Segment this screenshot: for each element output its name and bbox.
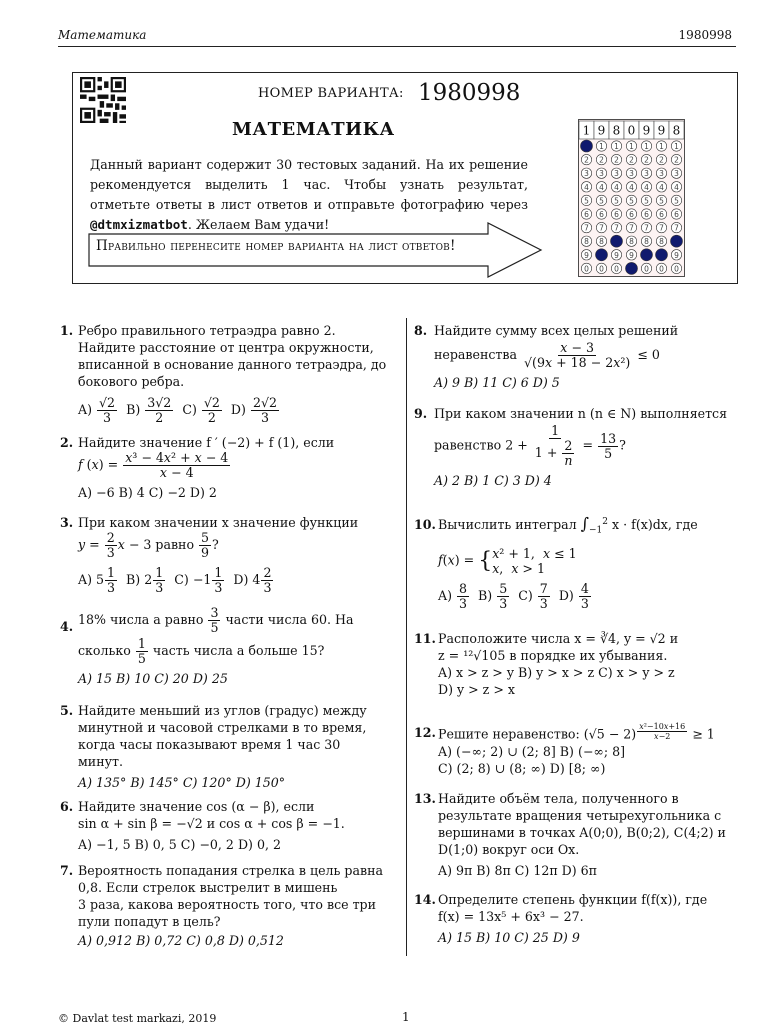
bubble-label: 2 [674, 155, 679, 165]
bubble-label: 6 [659, 210, 664, 219]
bubble-label: 5 [644, 196, 649, 206]
bubble-label: 5 [584, 196, 589, 206]
variant-label: НОМЕР ВАРИАНТА: [258, 86, 404, 101]
bubble-label: 6 [644, 210, 649, 219]
bubble-label: 4 [644, 182, 649, 192]
bubble-label: 3 [659, 169, 664, 179]
bubble-label: 1 [644, 142, 649, 151]
question-7: 7. Вероятность попадания стрелка в цель равна 0,8. Если стрелок выстрелит в мишень 3 раза, какова вероятность того, что все три пули попадут в цель? A) 0,912 B) 0,72 C) 0,8 D) 0,512 [60, 863, 383, 948]
bubble-label: 5 [599, 196, 604, 206]
bubble-label: 2 [584, 155, 589, 165]
bubble-label: 7 [659, 223, 664, 233]
bubble-label: 6 [674, 210, 679, 219]
bubble-label: 5 [614, 196, 619, 206]
bubble-label: 7 [614, 223, 619, 233]
bubble-label: 5 [629, 196, 634, 206]
bubble-label: 2 [659, 155, 664, 165]
question-2: 2. Найдите значение f ′ (−2) + f (1), если f (x) = $\frac{\text{x³ − 4x² + x − 4}}{x - 4}$ A) −6 B) 4 C) −2 D) 2 [60, 435, 335, 500]
bubble-filled[interactable] [581, 140, 593, 152]
digit-label: 9 [642, 123, 651, 138]
bubble-label: 3 [644, 169, 649, 179]
bubble-label: 9 [584, 250, 589, 260]
bubble-label: 0 [674, 264, 679, 274]
bubble-label: 6 [629, 210, 634, 219]
subject-title: МАТЕМАТИКА [232, 119, 395, 140]
question-4: 4. 18% числа a равно $\frac{3}{5}$ части числа 60. На сколько $\frac{1}{5}$ часть числа a больше 15? A) 15 B) 10 C) 20 D) 25 [60, 605, 354, 686]
bubble-label: 4 [659, 182, 664, 192]
bubble-filled[interactable] [611, 235, 623, 247]
bubble-label: 0 [584, 264, 589, 274]
bubble-label: 0 [614, 264, 619, 274]
bubble-label: 6 [599, 210, 604, 219]
question-14: 14. Определите степень функции f(f(x)), где f(x) = 13x⁵ + 6x³ − 27. A) 15 B) 10 C) 25 D) 9 [414, 892, 708, 945]
bubble-label: 9 [629, 250, 634, 260]
bubble-label: 1 [599, 142, 604, 151]
bubble-label: 4 [674, 182, 679, 192]
bubble-label: 4 [599, 182, 604, 192]
bubble-filled[interactable] [656, 249, 668, 261]
bubble-label: 3 [629, 169, 634, 179]
arrow-text: Правильно перенесите номер варианта на лист ответов! [96, 238, 456, 254]
digit-label: 9 [597, 123, 606, 138]
question-10: 10. Вычислить интеграл $\int_{-1}^2$ x · f(x)dx, где f(x) = {x² + 1, x ≤ 1 x, x > 1 A) $\frac{8}{3}$ B) $\frac{5}{3}$ C) $\frac{7}{3}$ D) $\frac{4}{3}$ [414, 514, 698, 611]
bubble-label: 4 [584, 182, 589, 192]
bubble-label: 6 [584, 210, 589, 219]
bubble-label: 3 [584, 169, 589, 179]
digit-label: 9 [657, 123, 666, 138]
bubble-label: 3 [614, 169, 619, 179]
bubble-label: 2 [599, 155, 604, 165]
qr-code-icon [80, 77, 126, 123]
question-6: 6. Найдите значение cos (α − β), если sin α + sin β = −√2 и cos α + cos β = −1. A) −1, 5 B) 0, 5 C) −0, 2 D) 0, 2 [60, 799, 345, 852]
bubble-label: 2 [629, 155, 634, 165]
bubble-filled[interactable] [671, 235, 683, 247]
question-5: 5. Найдите меньший из углов (градус) между минутной и часовой стрелками в то время, когда часы показывают время 1 час 30 минут. A) 135° B) 145° C) 120° D) 150° [60, 703, 367, 790]
question-9: 9. При каком значении n (n ∈ N) выполняется равенство 2 + 1 1 + $\frac{2}{n}$ = $\frac{13}{5}$ ? A) 2 B) 1 C) 3 D) 4 [414, 406, 728, 488]
footer-copyright: © Davlat test markazi, 2019 [58, 1012, 217, 1025]
question-13: 13. Найдите объём тела, полученного в результате вращения четырехугольника с вершинами в точках A(0;0), B(0;2), C(4;2) и D(1;0) вокруг оси Ox. A) 9π B) 8π C) 12π D) 6π [414, 791, 726, 878]
header-subject: Математика [58, 28, 147, 42]
variant-number: 1980998 [418, 80, 521, 106]
bubble-label: 6 [614, 210, 619, 219]
bubble-label: 9 [614, 250, 619, 260]
intro-text: Данный вариант содержит 30 тестовых заданий. На их решение рекомендуется выделить 1 час. Чтобы узнать результат, отметьте ответы в лист ответов и отправьте фотографию через @dtmxizmatbot. Желаем Вам удачи! [90, 157, 528, 232]
bubble-label: 1 [674, 142, 679, 151]
bubble-label: 8 [599, 237, 604, 247]
bubble-label: 3 [674, 169, 679, 179]
bubble-label: 8 [644, 237, 649, 247]
bubble-label: 4 [629, 182, 634, 192]
question-1: 1. Ребро правильного тетраэдра равно 2. Найдите расстояние от центра окружности, вписанной в основание данного тетраэдра, до бокового ребра. A) $\frac{√2}{3}$ B) $\frac{3√2}{2}$ C) $\frac{√2}{2}$ D) $\frac{2√2}{3}$ [60, 322, 400, 425]
variant-bubble-grid [578, 119, 686, 277]
bubble-label: 0 [644, 264, 649, 274]
question-12: 12. Решите неравенство: (√5 − 2) $^{\frac{\text{x²−10x+16}}{x-2}}$ ≥ 1 A) (−∞; 2) ∪ (2; 8] B) (−∞; 8] C) (2; 8) ∪ (8; ∞) D) [8; ∞) [414, 722, 715, 776]
header-rule [58, 46, 736, 47]
digit-label: 8 [672, 123, 681, 138]
question-3: 3. При каком значении x значение функции y = $\frac{2}{3}$ x − 3 равно $\frac{5}{9}$ ? A) 5 $\frac{1}{3}$ B) 2 $\frac{1}{3}$ C) −1 $\frac{1}{3}$ D) 4 $\frac{2}{3}$ [60, 515, 359, 595]
digit-label: 1 [582, 123, 591, 138]
bubble-label: 8 [629, 237, 634, 247]
bubble-label: 7 [674, 223, 679, 233]
bubble-label: 3 [599, 169, 604, 179]
bubble-filled[interactable] [626, 262, 638, 274]
bubble-label: 8 [584, 237, 589, 247]
bubble-label: 0 [659, 264, 664, 274]
bubble-label: 5 [659, 196, 664, 206]
bubble-filled[interactable] [596, 249, 608, 261]
bubble-label: 7 [644, 223, 649, 233]
column-divider [406, 318, 407, 956]
bubble-label: 8 [659, 237, 664, 247]
bubble-label: 9 [674, 250, 679, 260]
header-variant-id: 1980998 [678, 28, 732, 42]
bubble-label: 0 [599, 264, 604, 274]
bubble-label: 1 [629, 142, 634, 151]
answer-options: A) $\frac{√2}{3}$ B) $\frac{3√2}{2}$ C) $\frac{√2}{2}$ D) $\frac{2√2}{3}$ [78, 395, 278, 425]
bubble-label: 1 [614, 142, 619, 151]
question-11: 11. Расположите числа x = ∛4, y = √2 и z = ¹²√105 в порядке их убывания. A) x > z > y B) y > x > z C) x > y > z D) y > z > x [414, 631, 679, 697]
bot-handle[interactable]: @dtmxizmatbot [90, 217, 188, 232]
bubble-label: 7 [599, 223, 604, 233]
bubble-label: 4 [614, 182, 619, 192]
digit-label: 0 [627, 123, 636, 138]
bubble-filled[interactable] [641, 249, 653, 261]
bubble-label: 1 [659, 142, 664, 151]
page-number: 1 [402, 1010, 410, 1024]
bubble-label: 7 [584, 223, 589, 233]
question-8: 8. Найдите сумму всех целых решений неравенства $\frac{x - 3}{\text{√(9x + 18 − 2x²)}}$ ≤ 0 A) 9 B) 11 C) 6 D) 5 [414, 323, 679, 390]
bubble-label: 5 [674, 196, 679, 206]
bubble-label: 2 [614, 155, 619, 165]
bubble-label: 2 [644, 155, 649, 165]
digit-label: 8 [612, 123, 621, 138]
bubble-label: 7 [629, 223, 634, 233]
